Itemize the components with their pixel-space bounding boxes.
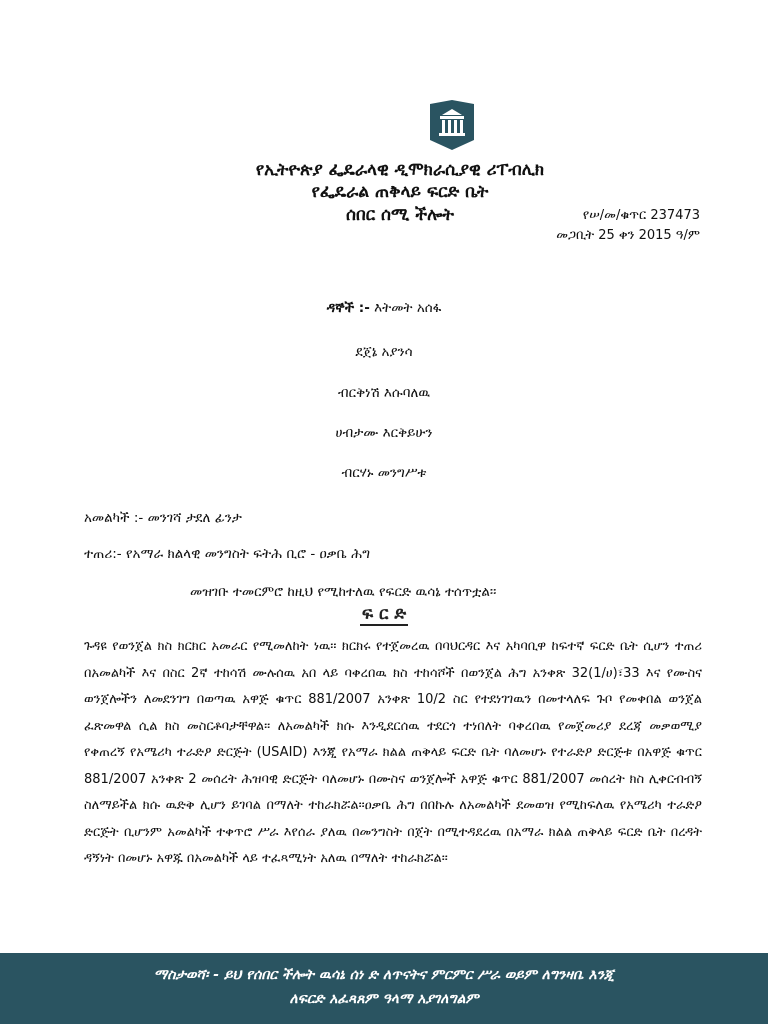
judge-name: ሀብታሙ እርቅይሁን bbox=[335, 425, 433, 441]
court-name-line-1: የኢትዮጵያ ፌዴራላዊ ዲሞክራሲያዊ ሪፐብሊክ bbox=[255, 160, 545, 180]
footer-notice-banner bbox=[0, 953, 768, 1024]
judge-name: ብርቅነሽ እሱባለዉ bbox=[337, 385, 431, 401]
court-logo-icon bbox=[428, 100, 476, 150]
court-name-line-3: ሰበር ሰሚ ችሎት bbox=[346, 205, 454, 225]
judge-name: ብርሃኑ መንግሥቱ bbox=[341, 465, 427, 481]
court-name-line-2: የፌዴራል ጠቅላይ ፍርድ ቤት bbox=[311, 182, 489, 202]
judgment-title bbox=[0, 604, 768, 624]
judges-label: ዳኞች :- bbox=[326, 300, 370, 316]
judge-name: እትመት አሰፋ bbox=[374, 300, 442, 316]
decision-date: መጋቢት 25 ቀን 2015 ዓ/ም bbox=[556, 228, 700, 243]
footer-notice-line-1: ማስታወሻ፡ - ይህ የሰበር ችሎት ዉሳኔ ሰነ ድ ለጥናትና ምርምር ሥራ ወይም ለግንዛቤ እንጂ bbox=[153, 967, 615, 983]
file-number: የሠ/መ/ቁጥር 237473 bbox=[582, 208, 700, 223]
footer-notice-line-2: ለፍርድ አፈጻጸም ዓላማ አያገለግልም bbox=[289, 991, 479, 1007]
applicant-line: አመልካች :- መንገሻ ታደለ ፊንታ bbox=[84, 510, 242, 526]
judges-first-line bbox=[0, 299, 768, 317]
judge-name: ደጀኔ አያንሳ bbox=[355, 344, 413, 360]
judgment-title-text: ፍ ር ድ bbox=[361, 604, 407, 624]
respondent-line: ተጠሪ:- የአማራ ክልላዊ መንግስት ፍትሕ ቢሮ - ዐቃቤ ሕግ bbox=[84, 546, 371, 562]
examined-line: መዝገቡ ተመርምሮ ከዚህ የሚከተለዉ የፍርድ ዉሳኔ ተሰጥቷል፡፡ bbox=[190, 584, 497, 600]
judgment-body-paragraph: ጉዳዩ የወንጀል ክስ ክርክር አመራር የሚመለከት ነዉ፡፡ ክርክሩ የተጀመረዉ በባህርዳር እና አካባቢዋ ከፍተኛ ፍርድ ቤት ሲሆን ተጠሪ በአመልካች እና በስር 2ኛ ተከሳሽ ሙሉሰዉ አበ ላይ ባቀረበዉ ክስ ተከሳሾች በወንጀል ሕግ አንቀጽ 32(1/ሀ)፣33 እና የሙስና ወንጀሎችን ለመደንገግ በወጣዉ አዋጅ ቁጥር 881/2007 አንቀጽ 10/2 ስር የተደነገገዉን በመተላለፍ ጉቦ የመቀበል ወንጀል ፈጽመዋል ሲል ክስ መስርቶባታቸዋል፡፡ ለአመልካች ክሱ እንዲደርሰዉ ተደርጎ ተነበለት ባቀረበዉ የመጀመሪያ ደረጃ መቃወሚያ የቀጠረኝ የአሜሪካ ተራድዖ ድርጅት (USAID) እንጂ የአማራ ክልል ጠቅላይ ፍርድ ቤት ባለመሆኑ የተራድዖ ድርጅቱ በአዋጅ ቁጥር 881/2007 አንቀጽ 2 መሰረት ሕዝባዊ ድርጅት ባለመሆኑ በሙስና ወንጀሎች አዋጅ ቁጥር 881/2007 መሰረት ክስ ሊቀርብብኝ ስለማይችል ክሱ ዉድቅ ሊሆን ይገባል በማለት ተከራክሯል፡፡ዐቃቤ ሕግ በበኩሉ ለአመልካች ደመወዝ የሚከፍለዉ የአሜሪካ ተራድዖ ድርጅት ቢሆንም አመልካች ተቀጥሮ ሥራ እየሰራ ያለዉ በመንግስት በጀት በሚተዳደረዉ በአማራ ክልል ጠቅላይ ፍርድ ቤት በረዳት ዳኝነት በመሆኑ አዋጁ በአመልካች ላይ ተፈጻሚነት አለዉ በማለት ተከራክሯል፡፡ bbox=[84, 639, 702, 866]
